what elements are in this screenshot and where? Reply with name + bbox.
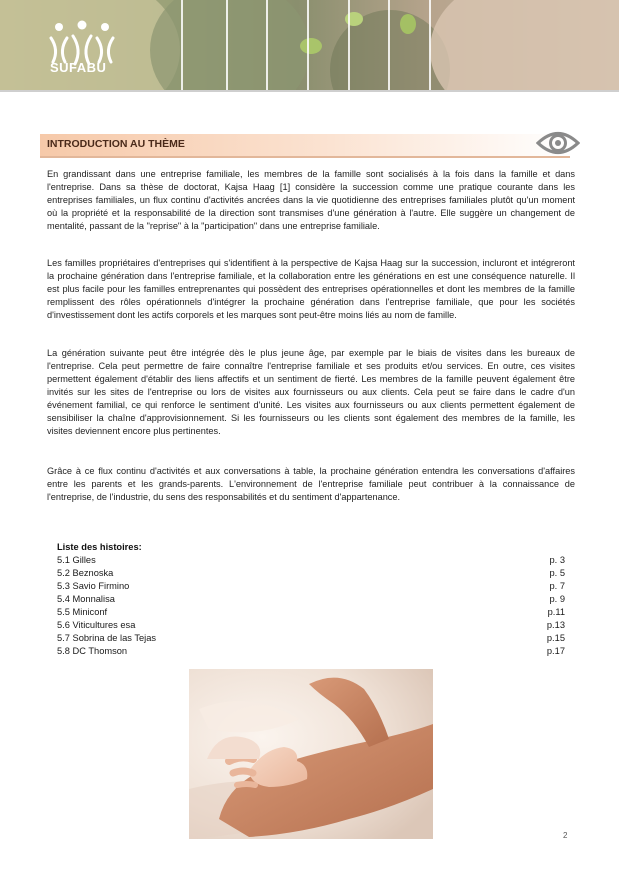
- story-label: 5.2 Beznoska: [57, 568, 114, 578]
- story-label: 5.5 Miniconf: [57, 607, 108, 617]
- story-page: p.15: [546, 633, 565, 643]
- story-page: p.17: [546, 646, 565, 656]
- story-page: p.13: [546, 620, 565, 630]
- story-label: 5.6 Viticultures esa: [57, 620, 136, 630]
- list-item[interactable]: [57, 645, 565, 658]
- story-page: p.11: [547, 607, 565, 617]
- paragraph-3: La génération suivante peut être intégrée dès le plus jeune âge, par exemple par le biais de visites dans les bureaux de l'entreprise. Cela peut permettre de faire connaître l'entreprise familiale et ses produits et/ou services. En outre, ces visites permettent également d'établir des liens affectifs et un sentiment de fierté. Les membres de la famille peuvent également être invités sur les sites de l'entreprise ou lors de visites aux fournisseurs ou aux clients. Cela peut se faire dans le cadre d'un événement familial, ce qui renforce le sentiment d'unité. Les visites aux fournisseurs ou aux clients permettent également de sensibiliser la chaîne d'approvisionnement. Si les fournisseurs ou les clients sont également des membres de la famille, les visites deviennent encore plus pertinentes.: [47, 348, 575, 436]
- story-page: p. 9: [549, 594, 565, 604]
- list-item[interactable]: [57, 619, 565, 632]
- logo-text: SUFABU: [50, 60, 107, 75]
- section-title: INTRODUCTION AU THÈME: [47, 138, 185, 150]
- list-item[interactable]: [57, 632, 565, 645]
- paragraph-1: En grandissant dans une entreprise familiale, les membres de la famille sont socialisés à la fois dans la famille et dans l'entreprise. Dans sa thèse de doctorat, Kajsa Haag [1] considère la succession comme une pratique courante dans les entreprises familiales, un flux continu d'activités ancrées dans la vie quotidienne des entreprises familiales plutôt qu'un moment où la propriété et la responsabilité de la direction sont transmises d'une génération à l'autre. Elle suggère un changement de mentalité, passant de la "reprise" à la "participation" dans une entreprise familiale.: [47, 169, 575, 231]
- eye-icon: [536, 128, 580, 158]
- list-item[interactable]: [57, 606, 565, 619]
- story-page: p. 7: [549, 581, 565, 591]
- page-number: 2: [563, 831, 568, 840]
- story-page: p. 3: [549, 555, 565, 565]
- story-label: 5.4 Monnalisa: [57, 594, 115, 604]
- list-item[interactable]: [57, 554, 565, 567]
- stories-list-title: Liste des histoires:: [57, 542, 142, 552]
- paragraph-2: Les familles propriétaires d'entreprises qui s'identifient à la perspective de Kajsa Haag sur la succession, incluront et intégreront la prochaine génération dans l'entreprise familiale, et la collaboration entre les générations en est une conséquence naturelle. Il est plus facile pour les familles entreprenantes qui possèdent des entreprises opérationnelles et dont les membres de la famille remplissent des rôles opérationnels d'intégrer la prochaine génération dans l'entreprise familiale, que pour les sociétés d'investissement dont les actifs corporels et les marques sont peut-être moins liés au nom de famille.: [47, 258, 575, 320]
- story-label: 5.7 Sobrina de las Tejas: [57, 633, 157, 643]
- list-item[interactable]: [57, 593, 565, 606]
- header-rule: [0, 90, 619, 92]
- list-item[interactable]: [57, 580, 565, 593]
- header-banner: [0, 0, 619, 90]
- story-label: 5.1 Gilles: [57, 555, 96, 565]
- hands-photo: [189, 669, 433, 839]
- stories-list: [57, 554, 565, 658]
- story-label: 5.8 DC Thomson: [57, 646, 128, 656]
- list-item[interactable]: [57, 567, 565, 580]
- story-page: p. 5: [549, 568, 565, 578]
- paragraph-4: Grâce à ce flux continu d'activités et aux conversations à table, la prochaine génération entendra les conversations d'affaires entre les parents et les grands-parents. L'environnement de l'entreprise familiale peut contribuer à la connaissance de l'entreprise, de l'industrie, du sens des responsabilités et du sentiment d'appartenance.: [47, 466, 575, 502]
- story-label: 5.3 Savio Firmino: [57, 581, 130, 591]
